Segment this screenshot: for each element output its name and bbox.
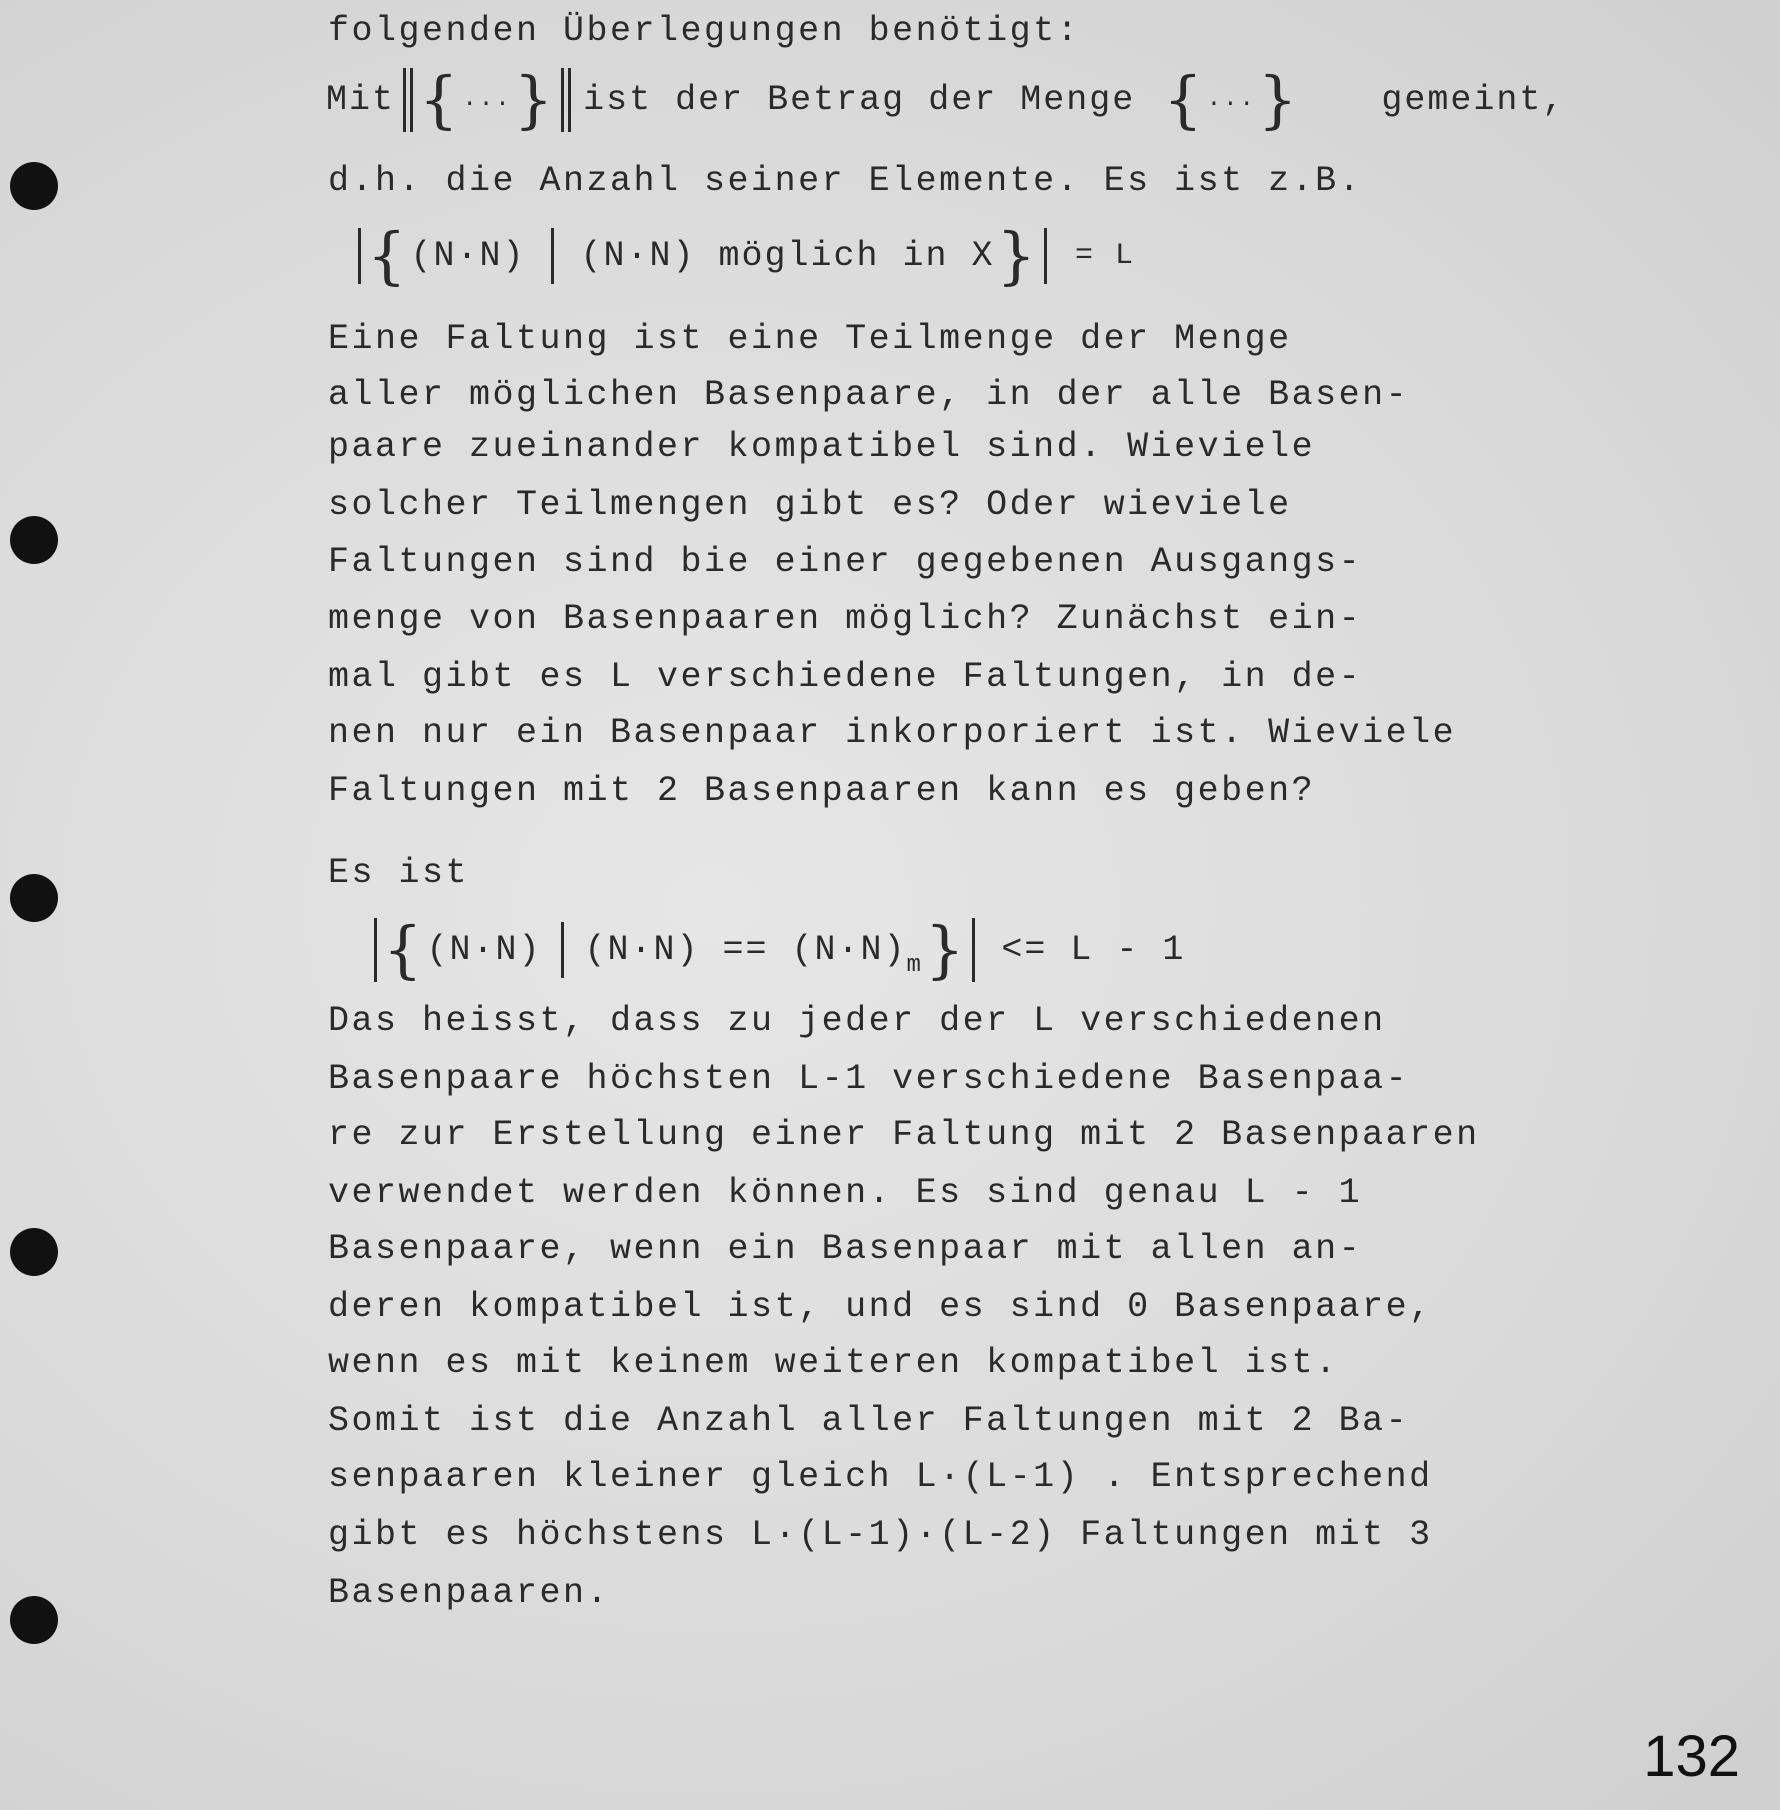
text-line: aller möglichen Basenpaare, in der alle Basen-: [328, 375, 1410, 415]
formula-condition: (N·N) möglich in X: [580, 235, 995, 276]
text-line: Faltungen mit 2 Basenpaaren kann es geben?: [328, 771, 1316, 811]
text-line: Das heisst, dass zu jeder der L verschiedenen: [328, 1001, 1386, 1041]
punch-hole: [10, 1596, 58, 1644]
abs-bar: [972, 918, 975, 982]
text-line: verwendet werden können. Es sind genau L - 1: [328, 1173, 1363, 1213]
page-number: 132: [1643, 1724, 1740, 1789]
text-line: nen nur ein Basenpaar inkorporiert ist. Wieviele: [328, 713, 1457, 753]
formula-term: (N·N): [426, 929, 542, 970]
text-line: Eine Faltung ist eine Teilmenge der Menge: [328, 319, 1292, 359]
abs-bar-right: [568, 68, 571, 132]
formula-subscript: m: [906, 952, 923, 979]
text-line: Basenpaare höchsten L-1 verschiedene Basenpaa-: [328, 1059, 1410, 1099]
text-line: Es ist: [328, 853, 470, 893]
brace-open: {: [383, 913, 425, 986]
text-line: Basenpaaren.: [328, 1573, 611, 1613]
brace-close: }: [924, 913, 967, 986]
abs-bar: [1044, 228, 1047, 284]
abs-bar-left: [403, 68, 406, 132]
abs-bar: [358, 228, 361, 284]
text-line: mal gibt es L verschiedene Faltungen, in de-: [328, 657, 1363, 697]
text-line: senpaaren kleiner gleich L·(L-1) . Entsprechend: [328, 1457, 1433, 1497]
text-line: Faltungen sind bie einer gegebenen Ausgangs-: [328, 542, 1363, 582]
brace-open: {: [367, 219, 409, 292]
formula-result: <= L - 1: [1001, 929, 1186, 970]
text-line: Basenpaare, wenn ein Basenpaar mit allen an-: [328, 1229, 1363, 1269]
brace-close: }: [1257, 63, 1300, 136]
text-line: gibt es höchstens L·(L-1)·(L-2) Faltungen mit 3: [328, 1515, 1433, 1555]
abs-bar-left: [410, 68, 413, 132]
formula-term: (N·N): [410, 235, 526, 276]
text-line: wenn es mit keinem weiteren kompatibel ist.: [328, 1343, 1339, 1383]
text-mit: Mit: [326, 79, 396, 120]
punch-hole: [10, 516, 58, 564]
text-line: folgenden Überlegungen benötigt:: [328, 11, 1081, 51]
punch-hole: [10, 162, 58, 210]
text-line: paare zueinander kompatibel sind. Wieviele: [328, 427, 1316, 467]
brace-close: }: [996, 219, 1038, 292]
text-mid: ist der Betrag der Menge: [583, 79, 1136, 120]
brace-open: {: [419, 63, 461, 136]
punch-hole: [10, 874, 58, 922]
brace-close: }: [513, 63, 556, 136]
formula-result: = L: [1075, 239, 1136, 273]
set-definition-line: [326, 63, 1566, 136]
formula-2: [370, 913, 1186, 986]
text-line: re zur Erstellung einer Faltung mit 2 Basenpaaren: [328, 1115, 1480, 1155]
text-line: menge von Basenpaaren möglich? Zunächst ein-: [328, 599, 1363, 639]
text-line: d.h. die Anzahl seiner Elemente. Es ist z.B.: [328, 161, 1363, 201]
abs-bar-right: [561, 68, 564, 132]
text-end: gemeint,: [1381, 79, 1566, 120]
punch-hole: [10, 1228, 58, 1276]
text-line: deren kompatibel ist, und es sind 0 Basenpaare,: [328, 1287, 1433, 1327]
brace-open: {: [1163, 63, 1205, 136]
abs-bar: [374, 918, 377, 982]
text-line: solcher Teilmengen gibt es? Oder wieviele: [328, 485, 1292, 525]
ellipsis: ...: [462, 86, 512, 113]
such-that-bar: [561, 922, 564, 978]
ellipsis: ...: [1206, 86, 1256, 113]
such-that-bar: [551, 228, 554, 284]
text-line: Somit ist die Anzahl aller Faltungen mit 2 Ba-: [328, 1401, 1410, 1441]
formula-1: [354, 219, 1136, 292]
formula-condition: (N·N) == (N·N): [584, 929, 907, 970]
